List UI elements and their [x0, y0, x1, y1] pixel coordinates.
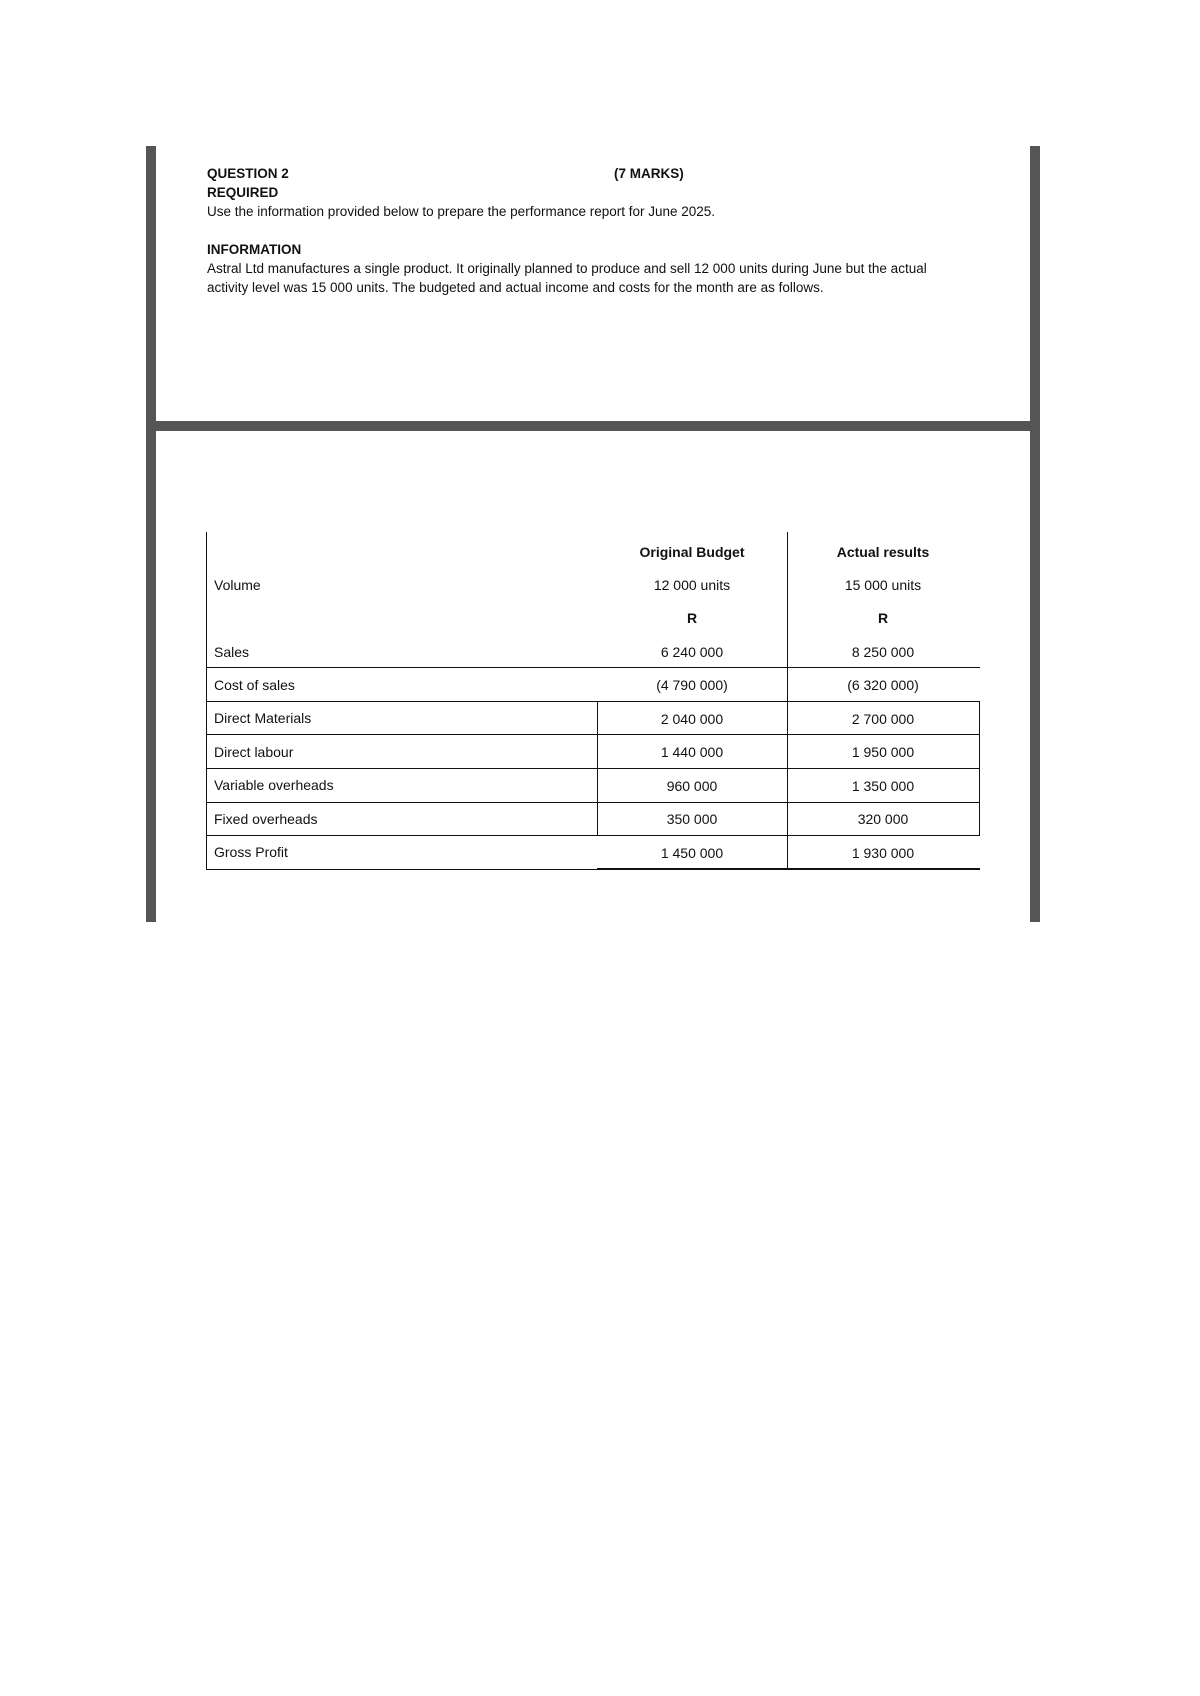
table-rule [206, 667, 980, 668]
frame-left-border [146, 146, 156, 922]
row-label: Direct labour [214, 744, 294, 760]
budget-currency: R [686, 610, 698, 626]
table-rule [206, 734, 980, 735]
frame-divider [146, 421, 1040, 431]
row-label: Cost of sales [214, 677, 295, 693]
question-marks: (7 MARKS) [614, 166, 684, 181]
actual-value: 8 250 000 [851, 644, 915, 660]
row-label: Direct Materials [214, 710, 312, 726]
table-total-underline [597, 868, 980, 870]
actual-currency: R [877, 610, 889, 626]
actual-value: 1 930 000 [851, 845, 915, 861]
table-actual-box-right [979, 701, 980, 836]
budget-value: (4 790 000) [656, 677, 728, 693]
budget-value: 960 000 [666, 778, 718, 794]
table-rule [206, 802, 980, 803]
row-label: Fixed overheads [214, 811, 318, 827]
row-label: Volume [214, 577, 261, 593]
header-actual-results: Actual results [836, 544, 930, 560]
budget-value: 350 000 [666, 811, 718, 827]
budget-value: 2 040 000 [660, 711, 724, 727]
actual-value: 1 350 000 [851, 778, 915, 794]
table-rule [206, 768, 980, 769]
actual-value: 1 950 000 [851, 744, 915, 760]
actual-value: 15 000 units [844, 577, 922, 593]
budget-value: 1 440 000 [660, 744, 724, 760]
question-title: QUESTION 2 [207, 166, 289, 181]
table-rule [206, 701, 980, 702]
frame-right-border [1030, 146, 1040, 922]
actual-value: 2 700 000 [851, 711, 915, 727]
row-label: Gross Profit [214, 844, 288, 860]
budget-value: 6 240 000 [660, 644, 724, 660]
row-label: Sales [214, 644, 250, 660]
header-original-budget: Original Budget [639, 544, 745, 560]
actual-value: (6 320 000) [847, 677, 919, 693]
actual-value: 320 000 [857, 811, 909, 827]
information-heading: INFORMATION [207, 242, 302, 257]
table-rule [206, 835, 980, 836]
budget-table [206, 532, 980, 870]
budget-value: 1 450 000 [660, 845, 724, 861]
information-text-line-1: Astral Ltd manufactures a single product. It originally planned to produce and sell 12 000 units during June but the actual [207, 261, 927, 276]
required-instruction: Use the information provided below to prepare the performance report for June 2025. [207, 204, 716, 219]
row-label: Variable overheads [214, 777, 334, 793]
required-heading: REQUIRED [207, 185, 279, 200]
budget-value: 12 000 units [653, 577, 731, 593]
information-text-line-2: activity level was 15 000 units. The budgeted and actual income and costs for the month are as follows. [207, 280, 824, 295]
